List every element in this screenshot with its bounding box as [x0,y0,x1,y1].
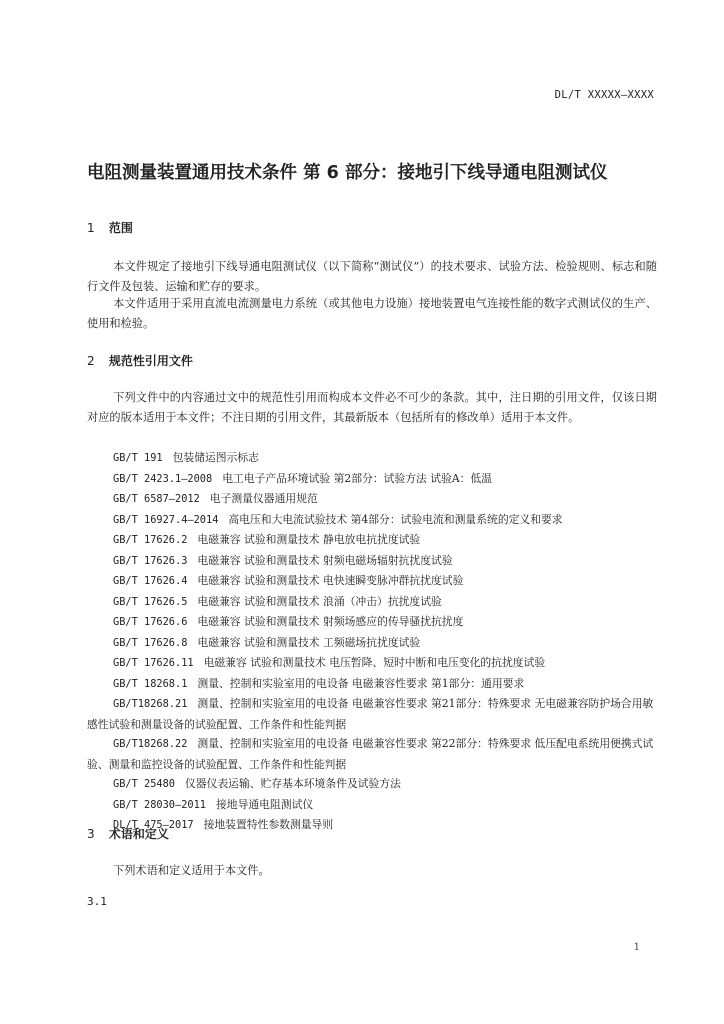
reference-name: 包装储运图示标志 [172,451,259,464]
reference-name: 电磁兼容 试验和测量技术 电快速瞬变脉冲群抗扰度试验 [197,574,464,587]
reference-name: 接地装置特性参数测量导则 [203,818,334,831]
reference-name: 电工电子产品环境试验 第2部分：试验方法 试验A：低温 [222,471,493,485]
document-code: DL/T XXXXX—XXXX [554,89,654,101]
reference-item [87,571,657,592]
reference-code: GB/T 18268.1 [113,677,188,690]
reference-code: GB/T 17626.8 [113,636,188,649]
reference-item [87,530,657,551]
section-title: 术语和定义 [108,827,169,841]
reference-item [87,653,657,674]
reference-code: GB/T 17626.3 [113,554,188,567]
reference-item [87,774,657,795]
reference-name: 电磁兼容 试验和测量技术 电压暂降、短时中断和电压变化的抗扰度试验 [203,656,546,669]
reference-name: 电子测量仪器通用规范 [209,492,318,505]
reference-name: 电磁兼容 试验和测量技术 静电放电抗扰度试验 [197,533,421,546]
reference-name: 接地导通电阻测试仪 [216,797,314,811]
reference-name: 高电压和大电流试验技术 第4部分：试验电流和测量系统的定义和要求 [228,512,563,526]
reference-code: DL/T 475—2017 [113,819,194,831]
section-number: 3 [87,827,95,841]
reference-item [87,815,657,836]
reference-name: 电磁兼容 试验和测量技术 浪涌（冲击）抗扰度试验 [197,594,442,608]
reference-item [87,469,657,490]
reference-item [87,674,657,695]
section-heading-normative [87,352,193,369]
reference-item [87,612,657,633]
reference-code: GB/T 25480 [113,778,175,790]
reference-code: GB/T18268.22 [113,738,188,750]
section-title: 规范性引用文件 [108,354,193,368]
reference-item [87,592,657,613]
reference-name: 电磁兼容 试验和测量技术 射频电磁场辐射抗扰度试验 [197,553,453,567]
reference-code: GB/T 17626.2 [113,534,188,546]
reference-item [87,633,657,654]
paragraph-text: 下列术语和定义适用于本文件。 [113,864,270,877]
reference-code: GB/T 6587—2012 [113,493,200,505]
reference-code: GB/T 16927.4—2014 [113,513,219,526]
terms-intro [87,861,657,881]
reference-name: 测量、控制和实验室用的电设备 电磁兼容性要求 第21部分：特殊要求 无电磁兼容防护场合用敏感性试验和测量设备的试验配置、工作条件和性能判据 [87,697,654,731]
clause-number: 3.1 [87,895,107,908]
reference-code: GB/T 2423.1—2008 [113,472,213,485]
normative-intro [87,388,657,428]
reference-code: GB/T18268.21 [113,698,188,710]
reference-name: 电磁兼容 试验和测量技术 射频场感应的传导骚扰抗扰度 [197,615,464,628]
paragraph-text: 本文件适用于采用直流电流测量电力系统（或其他电力设施）接地装置电气连接性能的数字式测试仪的生产、使用和检验。 [87,297,657,330]
reference-name: 仪器仪表运输、贮存基本环境条件及试验方法 [185,777,401,790]
reference-name: 电磁兼容 试验和测量技术 工频磁场抗扰度试验 [197,635,421,649]
reference-item [87,551,657,572]
section-number: 1 [87,221,95,235]
section-number: 2 [87,354,95,368]
reference-code: GB/T 17626.11 [113,657,194,669]
page-number: 1 [633,942,640,953]
reference-name: 测量、控制和实验室用的电设备 电磁兼容性要求 第1部分：通用要求 [197,676,525,690]
paragraph-text: 下列文件中的内容通过文中的规范性引用而构成本文件必不可少的条款。其中，注日期的引用文件，仅该日期对应的版本适用于本文件；不注日期的引用文件，其最新版本（包括所有的修改单）适用于本文件。 [87,391,657,424]
scope-paragraph-1 [87,257,657,297]
section-heading-scope [87,219,133,236]
reference-item [87,734,657,774]
reference-item [87,510,657,531]
section-title: 范围 [108,221,133,235]
reference-code: GB/T 17626.6 [113,616,188,628]
reference-item [87,694,657,734]
reference-name: 测量、控制和实验室用的电设备 电磁兼容性要求 第22部分：特殊要求 低压配电系统用便携式试验、测量和监控设备的试验配置、工作条件和性能判据 [87,737,654,771]
document-title: 电阻测量装置通用技术条件 第 6 部分：接地引下线导通电阻测试仪 [87,163,608,183]
reference-code: GB/T 28030—2011 [113,798,206,811]
reference-item [87,489,657,510]
reference-item [87,795,657,816]
paragraph-text: 本文件规定了接地引下线导通电阻测试仪（以下简称“测试仪”）的技术要求、试验方法、检验规则、标志和随行文件及包装、运输和贮存的要求。 [87,260,657,293]
scope-paragraph-2 [87,294,657,334]
reference-code: GB/T 17626.4 [113,575,188,587]
reference-item [87,448,657,469]
section-heading-terms [87,825,169,842]
reference-code: GB/T 17626.5 [113,595,188,608]
reference-code: GB/T 191 [113,452,163,464]
reference-list [87,448,657,836]
